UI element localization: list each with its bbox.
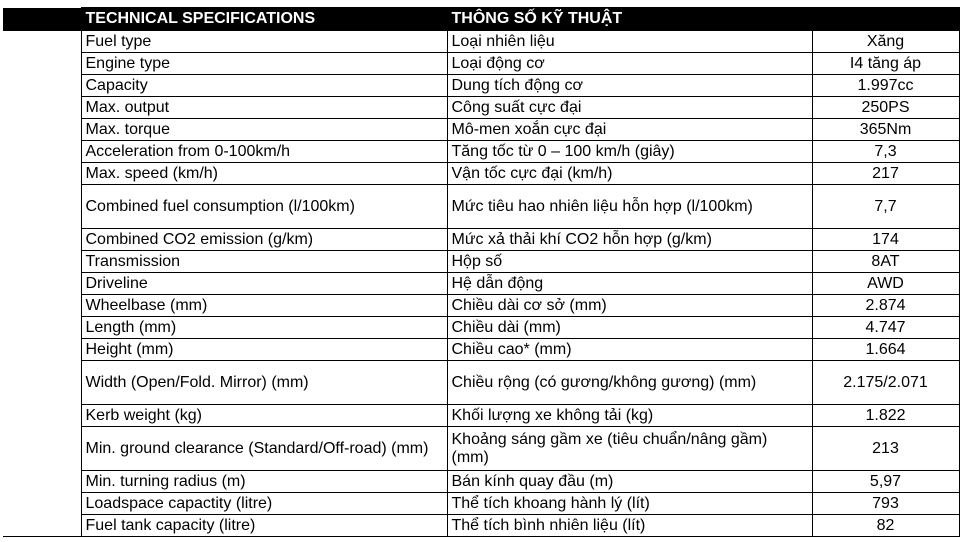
row-value: 213 xyxy=(812,427,959,471)
row-label-vi: Mức tiêu hao nhiên liệu hỗn hợp (l/100km) xyxy=(447,185,812,229)
row-label-vi: Hệ dẫn động xyxy=(447,273,812,295)
row-label-en: Max. output xyxy=(81,97,447,119)
row-value: 1.664 xyxy=(812,339,959,361)
row-label-vi: Chiều dài cơ sở (mm) xyxy=(447,295,812,317)
row-label-vi: Vận tốc cực đại (km/h) xyxy=(447,163,812,185)
table-row xyxy=(3,317,959,339)
table-row xyxy=(3,97,959,119)
row-value: 1.997cc xyxy=(812,75,959,97)
row-label-en: Width (Open/Fold. Mirror) (mm) xyxy=(81,361,447,405)
row-label-vi: Chiều rộng (có gương/không gương) (mm) xyxy=(447,361,812,405)
row-value: 7,3 xyxy=(812,141,959,163)
row-gutter xyxy=(3,75,81,97)
table-row xyxy=(3,471,959,493)
table-row xyxy=(3,31,959,53)
row-label-vi: Tăng tốc từ 0 – 100 km/h (giây) xyxy=(447,141,812,163)
row-value: 7,7 xyxy=(812,185,959,229)
row-label-vi: Mức xả thải khí CO2 hỗn hợp (g/km) xyxy=(447,229,812,251)
row-gutter xyxy=(3,339,81,361)
spec-table xyxy=(3,7,960,537)
spec-sheet xyxy=(0,7,963,537)
row-label-vi: Khối lượng xe không tải (kg) xyxy=(447,405,812,427)
row-label-vi: Dung tích động cơ xyxy=(447,75,812,97)
row-label-en: Acceleration from 0-100km/h xyxy=(81,141,447,163)
table-row xyxy=(3,141,959,163)
table-row xyxy=(3,405,959,427)
row-gutter xyxy=(3,493,81,515)
row-label-vi: Thể tích khoang hành lý (lít) xyxy=(447,493,812,515)
row-value: 174 xyxy=(812,229,959,251)
row-gutter xyxy=(3,295,81,317)
row-value: 82 xyxy=(812,515,959,537)
row-value: 793 xyxy=(812,493,959,515)
table-row xyxy=(3,339,959,361)
row-value: 2.175/2.071 xyxy=(812,361,959,405)
row-gutter xyxy=(3,361,81,405)
row-label-en: Capacity xyxy=(81,75,447,97)
table-row xyxy=(3,75,959,97)
table-row xyxy=(3,53,959,75)
row-gutter xyxy=(3,97,81,119)
row-label-vi: Loại động cơ xyxy=(447,53,812,75)
header-gutter-cell xyxy=(3,8,81,31)
table-row xyxy=(3,493,959,515)
row-gutter xyxy=(3,141,81,163)
row-gutter xyxy=(3,273,81,295)
table-row xyxy=(3,515,959,537)
row-value: 365Nm xyxy=(812,119,959,141)
row-label-vi: Bán kính quay đầu (m) xyxy=(447,471,812,493)
row-label-en: Min. turning radius (m) xyxy=(81,471,447,493)
row-label-en: Height (mm) xyxy=(81,339,447,361)
row-label-en: Combined fuel consumption (l/100km) xyxy=(81,185,447,229)
table-row xyxy=(3,427,959,471)
row-gutter xyxy=(3,53,81,75)
row-label-en: Fuel tank capacity (litre) xyxy=(81,515,447,537)
row-gutter xyxy=(3,427,81,471)
row-value: 2.874 xyxy=(812,295,959,317)
row-gutter xyxy=(3,251,81,273)
header-value xyxy=(812,8,959,31)
row-label-vi: Loại nhiên liệu xyxy=(447,31,812,53)
row-label-vi: Chiều dài (mm) xyxy=(447,317,812,339)
row-label-vi: Mô-men xoắn cực đại xyxy=(447,119,812,141)
table-row xyxy=(3,361,959,405)
table-row xyxy=(3,185,959,229)
row-value: 4.747 xyxy=(812,317,959,339)
row-label-en: Driveline xyxy=(81,273,447,295)
row-label-en: Fuel type xyxy=(81,31,447,53)
row-label-en: Loadspace capactity (litre) xyxy=(81,493,447,515)
row-label-en: Transmission xyxy=(81,251,447,273)
table-row xyxy=(3,119,959,141)
row-label-vi: Công suất cực đại xyxy=(447,97,812,119)
table-row xyxy=(3,229,959,251)
row-label-en: Kerb weight (kg) xyxy=(81,405,447,427)
row-gutter xyxy=(3,31,81,53)
row-label-vi: Khoảng sáng gầm xe (tiêu chuẩn/nâng gầm) (mm) xyxy=(447,427,812,471)
table-row xyxy=(3,163,959,185)
row-value: I4 tăng áp xyxy=(812,53,959,75)
table-row xyxy=(3,273,959,295)
row-label-en: Min. ground clearance (Standard/Off-road) (mm) xyxy=(81,427,447,471)
header-english: TECHNICAL SPECIFICATIONS xyxy=(81,8,447,31)
row-gutter xyxy=(3,515,81,537)
row-gutter xyxy=(3,405,81,427)
row-gutter xyxy=(3,471,81,493)
row-label-en: Wheelbase (mm) xyxy=(81,295,447,317)
row-gutter xyxy=(3,163,81,185)
row-gutter xyxy=(3,229,81,251)
table-header-row xyxy=(3,8,959,31)
row-gutter xyxy=(3,317,81,339)
row-label-vi: Thể tích bình nhiên liệu (lít) xyxy=(447,515,812,537)
row-value: 217 xyxy=(812,163,959,185)
row-label-en: Combined CO2 emission (g/km) xyxy=(81,229,447,251)
row-label-en: Engine type xyxy=(81,53,447,75)
table-row xyxy=(3,295,959,317)
row-label-vi: Chiều cao* (mm) xyxy=(447,339,812,361)
row-gutter xyxy=(3,119,81,141)
row-label-en: Length (mm) xyxy=(81,317,447,339)
row-value: 250PS xyxy=(812,97,959,119)
row-value: 1.822 xyxy=(812,405,959,427)
row-value: Xăng xyxy=(812,31,959,53)
header-vietnamese: THÔNG SỐ KỸ THUẬT xyxy=(447,8,812,31)
row-label-en: Max. torque xyxy=(81,119,447,141)
row-value: 5,97 xyxy=(812,471,959,493)
row-value: AWD xyxy=(812,273,959,295)
table-row xyxy=(3,251,959,273)
bottom-rule-divider xyxy=(3,536,959,537)
row-label-en: Max. speed (km/h) xyxy=(81,163,447,185)
row-label-vi: Hộp số xyxy=(447,251,812,273)
row-value: 8AT xyxy=(812,251,959,273)
row-gutter xyxy=(3,185,81,229)
